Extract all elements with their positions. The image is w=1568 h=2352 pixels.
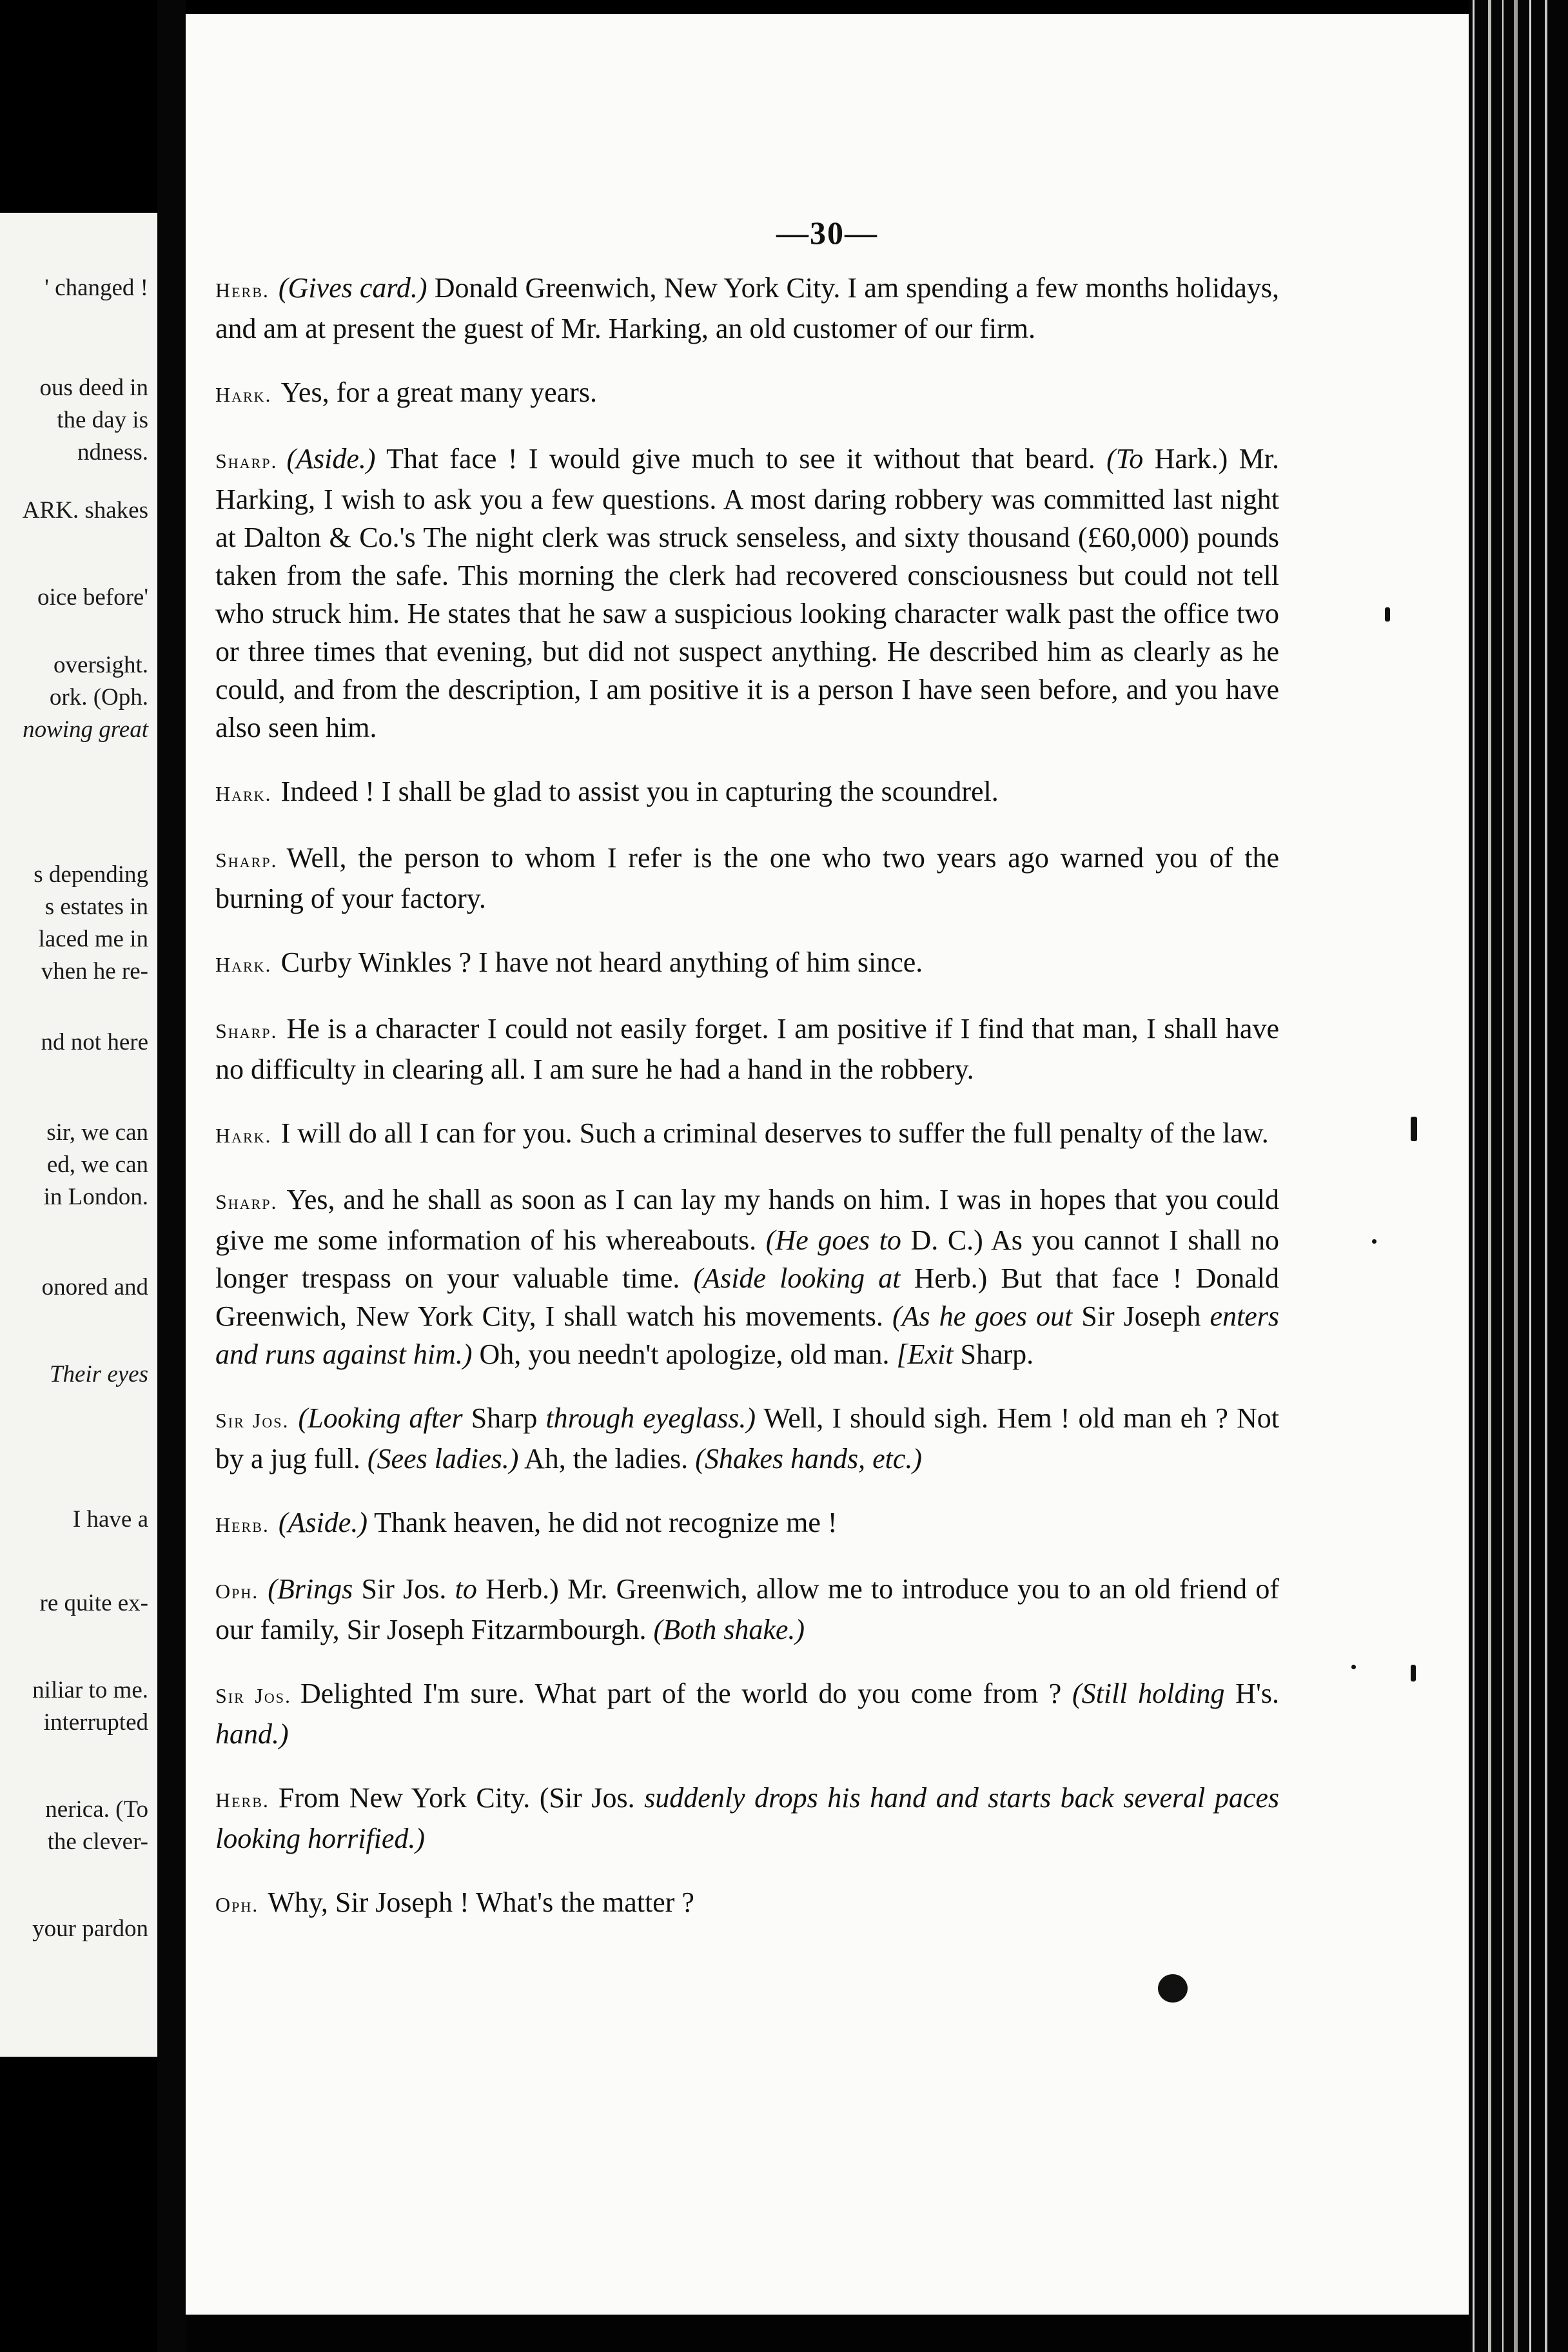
- dialogue-paragraph: [215, 839, 1279, 917]
- stage-direction: [Exit: [896, 1338, 954, 1370]
- left-page-line: ndness.: [77, 439, 148, 466]
- stage-direction: (To: [1106, 443, 1144, 475]
- left-page-line: laced me in: [38, 926, 148, 952]
- stage-direction: (Sees ladies.): [367, 1443, 519, 1475]
- dialogue-text: Well, the person to whom I refer is the one who two years ago warned you of the burning of your factory.: [215, 842, 1279, 914]
- dialogue-paragraph: [215, 440, 1279, 747]
- dialogue-text: From New York City. (Sir Jos.: [278, 1782, 645, 1814]
- speaker-name: Sir Jos.: [215, 1684, 291, 1707]
- speaker-name: Hark.: [215, 953, 272, 976]
- stage-direction: (Aside looking at: [693, 1262, 901, 1294]
- speaker-name: Hark.: [215, 1124, 272, 1147]
- dialogue-text: Yes, for a great many years.: [280, 377, 597, 408]
- speaker-name: Sharp.: [215, 449, 278, 473]
- dialogue-paragraph: [215, 1883, 1279, 1924]
- stage-direction: (He goes to: [765, 1224, 901, 1256]
- dialogue-text: Hark.) Mr. Harking, I wish to ask you a few questions. A most daring robbery was committed last night at Dalton & Co.'s The night clerk was struck senseless, and sixty thousand (£60,000) pounds taken from the safe. This morning the clerk had recovered consciousness but could not tell who struck him. He states that he saw a suspicious looking character walk past the office two or three times that evening, but did not suspect anything. He described him as clearly as he could, and from the description, I am positive it is a person I have seen before, and you have also seen him.: [215, 443, 1279, 743]
- stage-direction: (Brings: [268, 1573, 353, 1605]
- dialogue-text: Donald Greenwich, New York City. I am spending a few months holidays, and am at present the guest of Mr. Harking, an old customer of our firm.: [215, 272, 1279, 344]
- dialogue-text: Sir Joseph: [1072, 1300, 1210, 1332]
- left-page-line: re quite ex-: [39, 1590, 148, 1616]
- left-page-line: ous deed in: [39, 375, 148, 401]
- left-page-line: ' changed !: [44, 275, 148, 301]
- dialogue-text: Thank heaven, he did not recognize me !: [367, 1507, 838, 1538]
- left-page-line: ork. (Oph.: [49, 684, 148, 710]
- speaker-name: Sharp.: [215, 1190, 278, 1213]
- dialogue-paragraph: [215, 1114, 1279, 1155]
- speaker-name: Herb.: [215, 279, 270, 302]
- dialogue-text: Well, I should sigh. Hem ! old man eh ? Not by a jug full.: [215, 1402, 1279, 1475]
- dialogue-paragraph: [215, 772, 1279, 813]
- dialogue-paragraph: [215, 1399, 1279, 1478]
- ink-speck: [1411, 1665, 1416, 1681]
- left-page-line: nd not here: [41, 1029, 148, 1055]
- dialogue-text: Why, Sir Joseph ! What's the matter ?: [268, 1886, 694, 1918]
- ink-speck: [1385, 607, 1390, 622]
- speaker-name: Sharp.: [215, 848, 278, 872]
- left-page-line: in London.: [43, 1184, 148, 1210]
- left-page-line: your pardon: [32, 1916, 148, 1942]
- dialogue-text: D. C.) As you cannot I shall no longer trespass on your valuable time.: [215, 1224, 1279, 1294]
- left-page-line: I have a: [72, 1506, 148, 1533]
- stage-direction: (As he goes out: [892, 1300, 1073, 1332]
- stage-direction: (Gives card.): [278, 272, 427, 304]
- left-page-line: the day is: [57, 407, 148, 433]
- dialogue-paragraph: [215, 373, 1279, 414]
- speaker-name: Hark.: [215, 383, 272, 406]
- dialogue-paragraph: [215, 1181, 1279, 1373]
- stage-direction: (Both shake.): [653, 1614, 805, 1645]
- speaker-name: Hark.: [215, 782, 272, 805]
- left-page-line: onored and: [41, 1274, 148, 1300]
- dialogue-paragraph: [215, 1779, 1279, 1857]
- left-page-line: vhen he re-: [41, 958, 148, 985]
- dialogue-paragraph: [215, 1010, 1279, 1088]
- left-page-line: Their eyes: [49, 1361, 148, 1387]
- dialogue-text: Sharp: [462, 1402, 546, 1434]
- page-bottom-shadow: [186, 2315, 1469, 2352]
- book-page: [186, 14, 1469, 2335]
- ink-speck: [1411, 1117, 1417, 1141]
- dialogue-text: Ah, the ladies.: [518, 1443, 696, 1475]
- ink-speck: [1351, 1665, 1356, 1669]
- stage-direction: (Still holding: [1072, 1678, 1225, 1709]
- speaker-name: Sharp.: [215, 1019, 278, 1043]
- speaker-name: Sir Jos.: [215, 1409, 289, 1432]
- stage-direction: (Looking after: [298, 1402, 463, 1434]
- left-page-line: sir, we can: [46, 1119, 148, 1146]
- left-page-line: s estates in: [44, 894, 148, 920]
- book-edge: [1469, 0, 1568, 2352]
- left-page-line: the clever-: [47, 1828, 148, 1855]
- previous-page-strip: [0, 213, 157, 2057]
- dialogue-text: Herb.) But that face ! Donald Greenwich, New York City, I shall watch his movements.: [215, 1262, 1279, 1332]
- stage-direction: through eyeglass.): [545, 1402, 756, 1434]
- speaker-name: Oph.: [215, 1893, 259, 1916]
- stage-direction: (Shakes hands, etc.): [695, 1443, 923, 1475]
- dialogue-text: Delighted I'm sure. What part of the world do you come from ?: [300, 1678, 1072, 1709]
- left-page-line: oice before': [37, 584, 148, 611]
- dialogue-paragraph: [215, 1504, 1279, 1544]
- dialogue-text: Sir Jos.: [353, 1573, 455, 1605]
- left-page-line: nerica. (To: [45, 1796, 148, 1823]
- stage-direction: enters and runs against him.): [215, 1300, 1280, 1370]
- speaker-name: Oph.: [215, 1580, 259, 1603]
- stage-direction: hand.): [215, 1718, 289, 1750]
- left-page-line: s depending: [34, 861, 148, 888]
- left-page-line: interrupted: [43, 1709, 148, 1736]
- dialogue-text: Indeed ! I shall be glad to assist you in capturing the scoundrel.: [280, 776, 999, 807]
- dialogue-paragraph: [215, 1674, 1279, 1753]
- dialogue-paragraph: [215, 269, 1279, 348]
- left-page-line: ed, we can: [46, 1152, 148, 1178]
- speaker-name: Herb.: [215, 1513, 270, 1536]
- play-text: [215, 269, 1279, 1950]
- left-page-line: nowing great: [23, 716, 148, 743]
- left-page-line: niliar to me.: [32, 1677, 148, 1703]
- dialogue-text: Oh, you needn't apologize, old man.: [472, 1338, 897, 1370]
- page-gutter: [157, 0, 186, 2352]
- dialogue-text: Curby Winkles ? I have not heard anything of him since.: [280, 946, 923, 978]
- dialogue-text: Herb.) Mr. Greenwich, allow me to introduce you to an old friend of our family, Sir Joseph Fitzarmbourgh.: [215, 1573, 1279, 1645]
- dialogue-paragraph: [215, 1570, 1279, 1649]
- ink-speck: [1372, 1239, 1377, 1244]
- dialogue-text: He is a character I could not easily forget. I am positive if I find that man, I shall have no difficulty in clearing all. I am sure he had a hand in the robbery.: [215, 1013, 1279, 1085]
- left-page-line: ARK. shakes: [22, 497, 148, 524]
- stage-direction: suddenly drops his hand and starts back several paces looking horrified.): [215, 1782, 1279, 1854]
- dialogue-text: That face ! I would give much to see it without that beard.: [375, 443, 1107, 475]
- dialogue-text: Yes, and he shall as soon as I can lay my hands on him. I was in hopes that you could give me some information of his whereabouts.: [215, 1184, 1279, 1256]
- dialogue-text: Sharp.: [953, 1338, 1034, 1370]
- stage-direction: (Aside.): [286, 443, 376, 475]
- page-number: —30—: [776, 215, 878, 251]
- dialogue-text: I will do all I can for you. Such a criminal deserves to suffer the full penalty of the law.: [280, 1117, 1269, 1149]
- dialogue-paragraph: [215, 943, 1279, 984]
- stage-direction: to: [455, 1573, 477, 1605]
- ink-blot: [1158, 1974, 1188, 2003]
- stage-direction: (Aside.): [278, 1507, 368, 1538]
- dialogue-text: H's.: [1224, 1678, 1280, 1709]
- speaker-name: Herb.: [215, 1788, 270, 1812]
- left-page-line: oversight.: [54, 652, 148, 678]
